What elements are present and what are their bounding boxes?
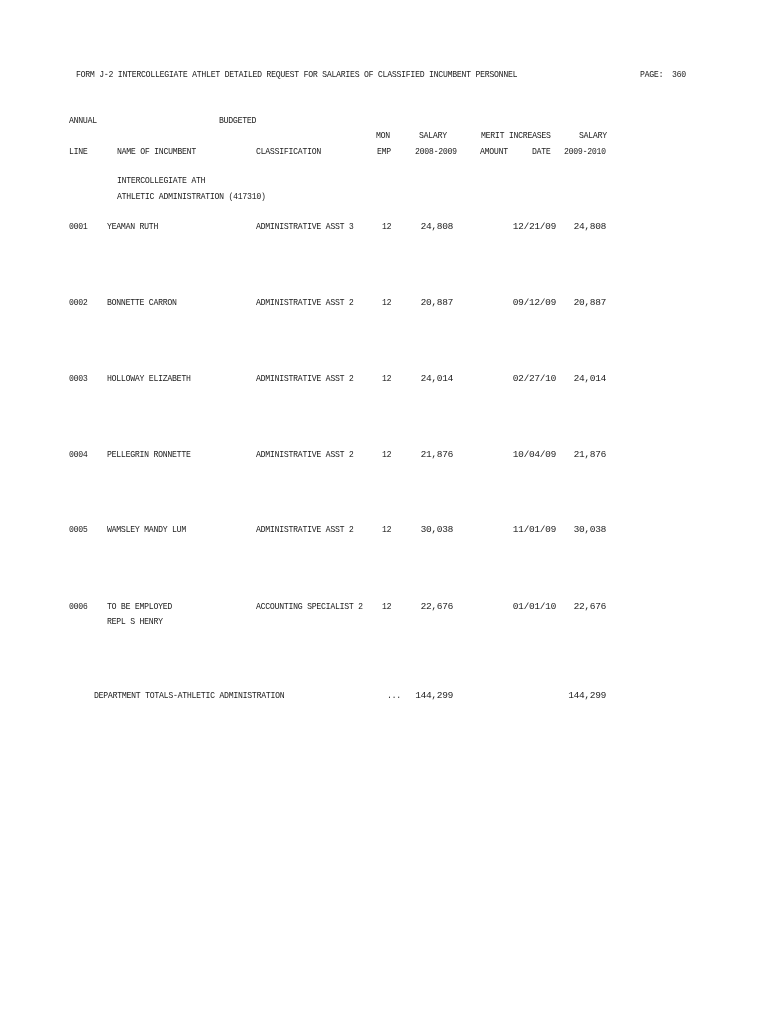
- row-line-number: 0001: [69, 221, 88, 232]
- merit-increases-header: MERIT INCREASES: [481, 130, 551, 141]
- totals-salary-2009: 144,299: [568, 690, 606, 701]
- row-line-number: 0006: [69, 601, 88, 612]
- row-salary-2008: 20,887: [420, 297, 453, 308]
- salary-header: SALARY: [419, 130, 447, 141]
- row-merit-date: 09/12/09: [512, 297, 556, 308]
- row-line-number: 0002: [69, 297, 88, 308]
- row-classification: ACCOUNTING SPECIALIST 2: [256, 601, 363, 612]
- row-classification: ADMINISTRATIVE ASST 2: [256, 524, 354, 535]
- row-salary-2008: 30,038: [420, 524, 453, 535]
- amount-header: AMOUNT: [480, 146, 508, 157]
- line-header: LINE: [69, 146, 88, 157]
- row-mon: 12: [382, 449, 392, 460]
- row-salary-2009: 21,876: [573, 449, 606, 460]
- row-incumbent-name: WAMSLEY MANDY LUM: [107, 524, 186, 535]
- totals-salary-2008: 144,299: [415, 690, 453, 701]
- row-salary-2009: 20,887: [573, 297, 606, 308]
- row-line-number: 0004: [69, 449, 88, 460]
- row-merit-date: 02/27/10: [512, 373, 556, 384]
- row-mon: 12: [382, 524, 392, 535]
- salary-year-header: 2008-2009: [415, 146, 457, 157]
- row-merit-date: 11/01/09: [512, 524, 556, 535]
- name-of-incumbent-header: NAME OF INCUMBENT: [117, 146, 196, 157]
- budgeted-header: BUDGETED: [219, 115, 257, 126]
- form-title: FORM J-2 INTERCOLLEGIATE ATHLET DETAILED REQUEST FOR SALARIES OF CLASSIFIED INCUMBENT PERSONNEL: [76, 69, 518, 80]
- page-number: 360: [672, 69, 686, 80]
- row-merit-date: 12/21/09: [512, 221, 556, 232]
- row-mon: 12: [382, 373, 392, 384]
- page-label: PAGE:: [640, 69, 664, 80]
- row-mon: 12: [382, 297, 392, 308]
- row-salary-2009: 24,808: [573, 221, 606, 232]
- row-note: REPL S HENRY: [107, 616, 163, 627]
- annual-header: ANNUAL: [69, 115, 97, 126]
- row-classification: ADMINISTRATIVE ASST 2: [256, 297, 354, 308]
- salary2-year-header: 2009-2010: [564, 146, 606, 157]
- row-salary-2009: 22,676: [573, 601, 606, 612]
- row-salary-2008: 21,876: [420, 449, 453, 460]
- row-incumbent-name: HOLLOWAY ELIZABETH: [107, 373, 191, 384]
- row-classification: ADMINISTRATIVE ASST 2: [256, 373, 354, 384]
- row-mon: 12: [382, 221, 392, 232]
- mon-header: MON: [376, 130, 390, 141]
- row-merit-date: 10/04/09: [512, 449, 556, 460]
- row-salary-2008: 24,014: [420, 373, 453, 384]
- row-salary-2008: 24,808: [420, 221, 453, 232]
- row-salary-2008: 22,676: [420, 601, 453, 612]
- row-merit-date: 01/01/10: [512, 601, 556, 612]
- row-salary-2009: 30,038: [573, 524, 606, 535]
- row-salary-2009: 24,014: [573, 373, 606, 384]
- salary2-header: SALARY: [579, 130, 607, 141]
- row-classification: ADMINISTRATIVE ASST 3: [256, 221, 354, 232]
- totals-dots: ...: [387, 690, 401, 701]
- totals-label: DEPARTMENT TOTALS-ATHLETIC ADMINISTRATION: [94, 690, 285, 701]
- row-incumbent-name: PELLEGRIN RONNETTE: [107, 449, 191, 460]
- row-line-number: 0005: [69, 524, 88, 535]
- row-classification: ADMINISTRATIVE ASST 2: [256, 449, 354, 460]
- row-mon: 12: [382, 601, 392, 612]
- date-header: DATE: [532, 146, 551, 157]
- section-department: ATHLETIC ADMINISTRATION (417310): [117, 191, 266, 202]
- section-group: INTERCOLLEGIATE ATH: [117, 175, 206, 186]
- row-incumbent-name: BONNETTE CARRON: [107, 297, 177, 308]
- classification-header: CLASSIFICATION: [256, 146, 322, 157]
- row-incumbent-name: TO BE EMPLOYED: [107, 601, 173, 612]
- row-line-number: 0003: [69, 373, 88, 384]
- emp-header: EMP: [377, 146, 391, 157]
- row-incumbent-name: YEAMAN RUTH: [107, 221, 159, 232]
